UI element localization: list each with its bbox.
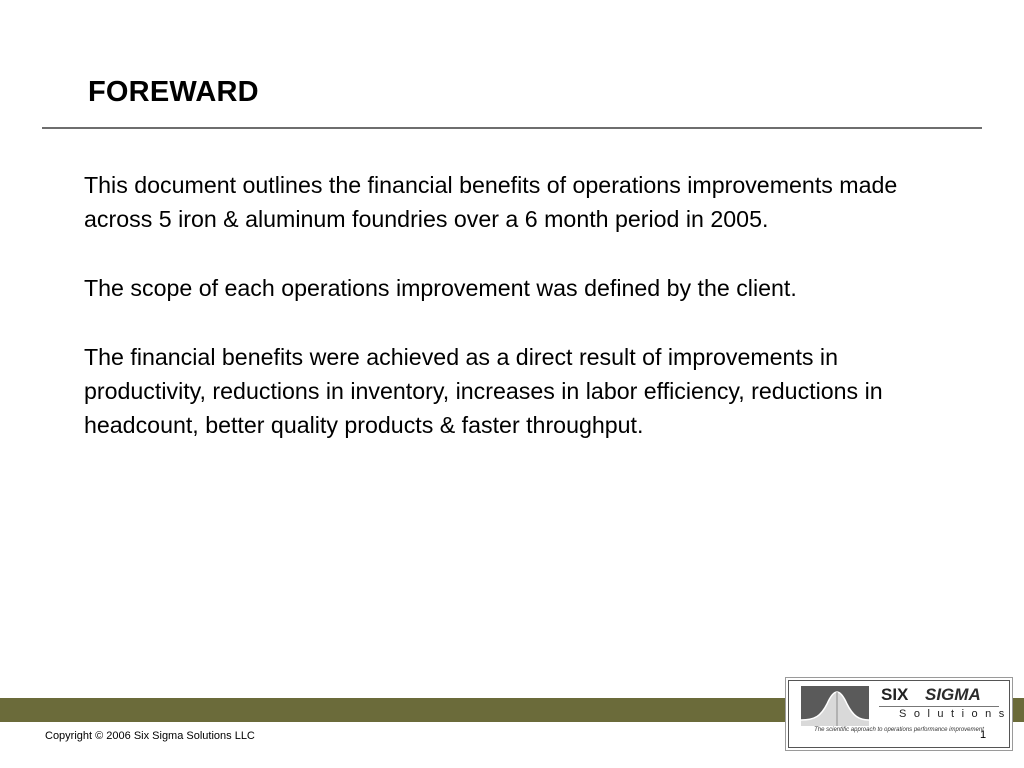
company-logo [788,680,1010,748]
logo-word-solutions: Solutions [899,708,1012,720]
logo-word-six: SIX [881,685,909,704]
slide-body [84,168,934,477]
paragraph-scope: The scope of each operations improvement was defined by the client. [84,275,797,301]
copyright-text: Copyright © 2006 Six Sigma Solutions LLC [45,730,255,742]
logo-divider [879,706,999,707]
slide-title: FOREWARD [88,76,259,108]
logo-word-sigma: SIGMA [925,685,981,704]
page-number: 1 [980,729,987,741]
paragraph-purpose: This document outlines the financial benefits of operations improvements made across 5 iron & aluminum foundries over a 6 month period in 2005. [84,172,898,232]
paragraph-benefits: The financial benefits were achieved as a direct result of improvements in productivity, reductions in inventory, increases in labor efficiency, reductions in headcount, better quality products & faster throughput. [84,344,883,438]
bell-curve-logo-icon [801,686,869,726]
logo-tagline: The scientific approach to operations performance improvement [814,727,984,733]
title-divider [42,127,982,129]
